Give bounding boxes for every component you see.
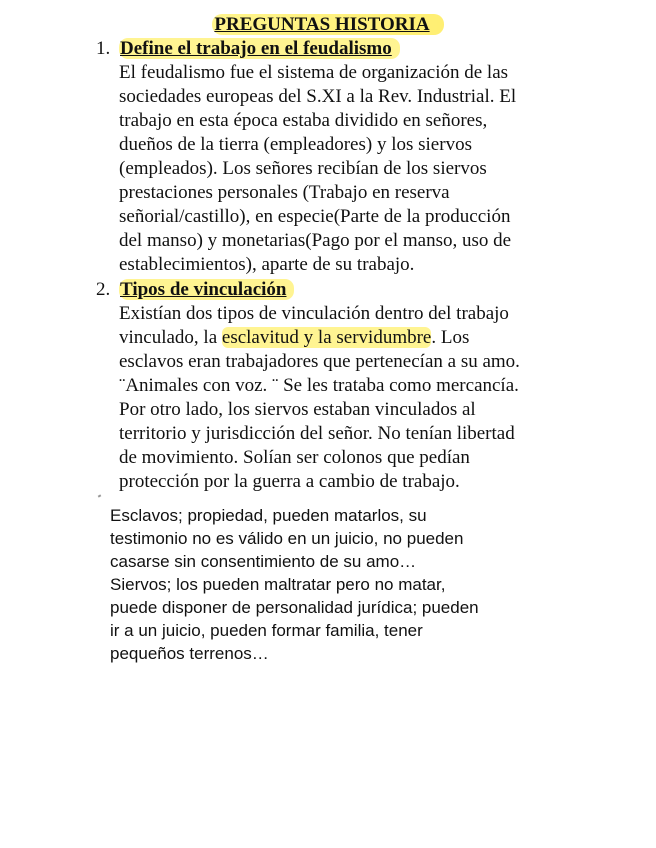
answer-line: esclavos eran trabajadores que pertenecían a su amo. — [119, 351, 520, 372]
note-line: casarse sin consentimiento de su amo… — [110, 552, 417, 571]
answer-line: trabajo en esta época estaba dividido en señores, — [119, 110, 488, 131]
note-line: pequeños terrenos… — [110, 644, 269, 663]
question-2-title: Tipos de vinculación — [119, 279, 294, 300]
stray-pen-mark — [98, 494, 102, 497]
answer-line: sociedades europeas del S.XI a la Rev. Industrial. El — [119, 86, 517, 107]
question-1-title: Define el trabajo en el feudalismo — [119, 38, 400, 59]
answer-line: del manso) y monetarias(Pago por el manso, uso de — [119, 230, 512, 251]
question-1-answer — [119, 61, 516, 277]
notes-block — [110, 504, 479, 665]
answer-line: establecimientos), aparte de su trabajo. — [119, 254, 415, 275]
answer-line: de movimiento. Solían ser colonos que pedían — [119, 447, 470, 468]
answer-line: señorial/castillo), en especie(Parte de la producción — [119, 206, 511, 227]
answer-line: Existían dos tipos de vinculación dentro del trabajo — [119, 303, 509, 324]
answer-line: territorio y jurisdicción del señor. No tenían libertad — [119, 423, 515, 444]
question-1-heading — [96, 37, 400, 61]
page-title — [0, 12, 656, 38]
answer-line-suffix: . Los — [431, 327, 470, 348]
question-2-number: 2. — [96, 279, 111, 300]
page-title-text: PREGUNTAS HISTORIA — [212, 14, 443, 35]
note-line: puede disponer de personalidad jurídica; pueden — [110, 598, 479, 617]
note-line: Siervos; los pueden maltratar pero no matar, — [110, 575, 446, 594]
answer-line-prefix: vinculado, la — [119, 327, 222, 348]
highlighted-phrase: esclavitud y la servidumbre — [221, 327, 432, 348]
answer-line: (empleados). Los señores recibían de los siervos — [119, 158, 487, 179]
question-1-number: 1. — [96, 38, 111, 59]
note-line: ir a un juicio, pueden formar familia, tener — [110, 621, 423, 640]
answer-line: ¨Animales con voz. ¨ Se les trataba como mercancía. — [119, 375, 519, 396]
answer-line: prestaciones personales (Trabajo en reserva — [119, 182, 450, 203]
note-line: Esclavos; propiedad, pueden matarlos, su — [110, 506, 427, 525]
answer-line: dueños de la tierra (empleadores) y los siervos — [119, 134, 472, 155]
note-line: testimonio no es válido en un juicio, no pueden — [110, 529, 464, 548]
answer-line: El feudalismo fue el sistema de organización de las — [119, 62, 509, 83]
question-2-answer — [119, 302, 520, 494]
answer-line-highlighted — [119, 326, 520, 350]
question-2-heading — [96, 278, 294, 302]
answer-line: protección por la guerra a cambio de trabajo. — [119, 471, 460, 492]
answer-line: Por otro lado, los siervos estaban vinculados al — [119, 399, 476, 420]
